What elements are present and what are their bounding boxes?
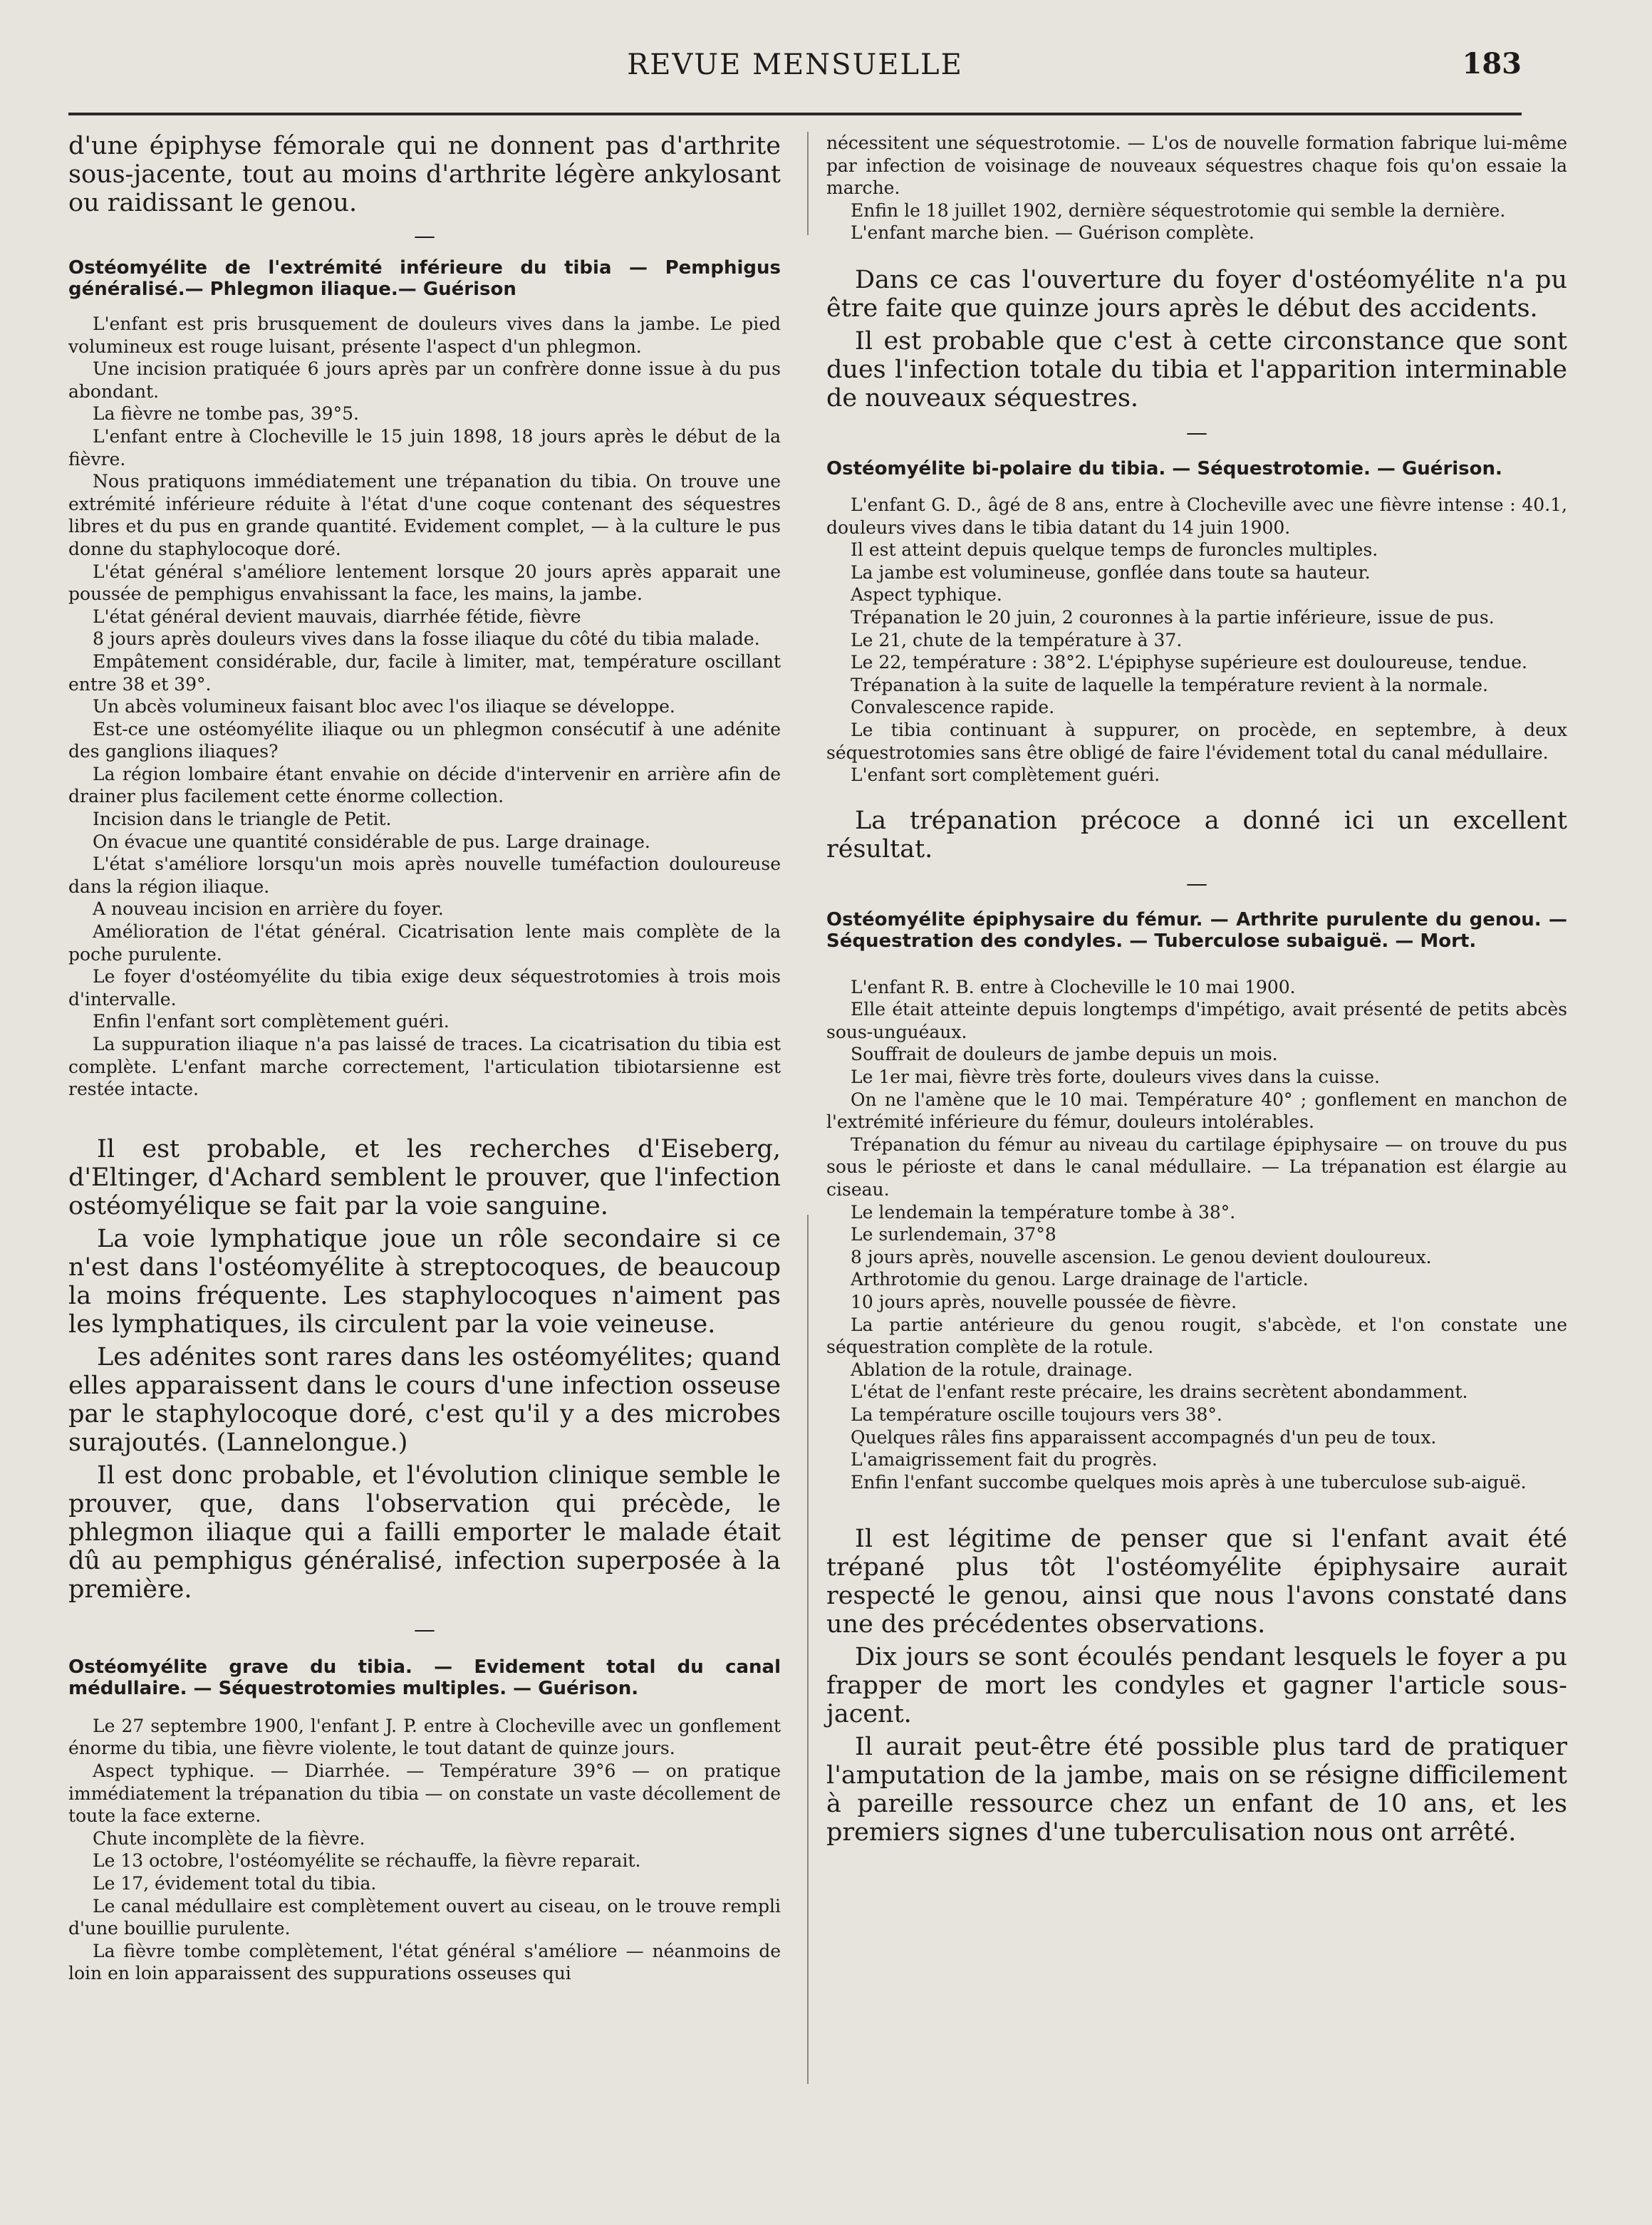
paragraph: Dix jours se sont écoulés pendant lesquels le foyer a pu frapper de mort les condyles et gagner l'article sous-jacent.	[826, 1643, 1567, 1729]
paragraph: Il est probable que c'est à cette circonstance que sont dues l'infection totale du tibia et l'apparition interminable de nouveaux séquestres.	[826, 326, 1567, 413]
commentary-2	[826, 266, 1567, 413]
case-line: Est-ce une ostéomyélite iliaque ou un phlegmon consécutif à une adénite des ganglions iliaques?	[68, 718, 781, 762]
case-report-4	[826, 976, 1567, 1494]
section-heading: Ostéomyélite épiphysaire du fémur. — Arthrite purulente du genou. — Séquestration des condyles. — Tuberculose subaiguë. — Mort.	[826, 908, 1567, 952]
case-line: L'enfant sort complètement guéri.	[851, 764, 1160, 786]
case-report-2-continued	[826, 132, 1567, 244]
case-line: Souffrait de douleurs de jambe depuis un mois.	[851, 1044, 1278, 1065]
paragraph: Les adénites sont rares dans les ostéomyélites; quand elles apparaissent dans le cours d'une infection osseuse par le staphylocoque doré, c'est qu'il y a des microbes surajoutés. (Lannelongue.)	[68, 1342, 781, 1457]
case-line: La jambe est volumineuse, gonflée dans toute sa hauteur.	[851, 561, 1371, 583]
case-line: 8 jours après douleurs vives dans la fosse iliaque du côté du tibia malade.	[93, 628, 760, 650]
case-line: Le 21, chute de la température à 37.	[851, 629, 1183, 650]
page-header	[68, 44, 1522, 94]
case-line: Amélioration de l'état général. Cicatrisation lente mais complète de la poche purulente.	[68, 921, 781, 965]
case-line: Le 17, évidement total du tibia.	[93, 1872, 377, 1894]
case-line: La région lombaire étant envahie on décide d'intervenir en arrière afin de drainer plus facilement cette énorme collection.	[68, 763, 781, 807]
case-line: Quelques râles fins apparaissent accompagnés d'un peu de toux.	[851, 1426, 1437, 1448]
case-line: Nous pratiquons immédiatement une trépanation du tibia. On trouve une extrémité inférieure réduite à l'état d'une coque contenant des séquestres libres et du pus en grande quantité. Evidement complet, — à la culture le pus donne du staphylocoque doré.	[68, 471, 781, 559]
case-line: Le 22, température : 38°2. L'épiphyse supérieure est douloureuse, tendue.	[851, 652, 1527, 673]
case-line: nécessitent une séquestrotomie. — L'os de nouvelle formation fabrique lui-même par infection de voisinage de nouveaux séquestres chaque fois qu'on essaie la marche.	[826, 133, 1567, 199]
case-line: Le lendemain la température tombe à 38°.	[851, 1201, 1236, 1223]
page-number: 183	[1462, 47, 1522, 81]
case-line: L'enfant est pris brusquement de douleurs vives dans la jambe. Le pied volumineux est rouge luisant, présente l'aspect d'un phlegmon.	[68, 313, 781, 357]
case-line: Incision dans le triangle de Petit.	[93, 809, 392, 830]
case-line: La température oscille toujours vers 38°.	[851, 1404, 1222, 1425]
case-line: Empâtement considérable, dur, facile à limiter, mat, température oscillant entre 38 et 39°.	[68, 650, 781, 695]
paragraph: Dans ce cas l'ouverture du foyer d'ostéomyélite n'a pu être faite que quinze jours après le début des accidents.	[826, 265, 1567, 323]
paragraph: La voie lymphatique joue un rôle secondaire si ce n'est dans l'ostéomyélite à streptocoques, de beaucoup la moins fréquente. Les staphylocoques n'aiment pas les lymphatiques, ils circulent par la voie veineuse.	[68, 1224, 781, 1339]
case-line: L'enfant R. B. entre à Clocheville le 10 mai 1900.	[851, 976, 1296, 997]
case-line: L'état s'améliore lorsqu'un mois après nouvelle tuméfaction douloureuse dans la région iliaque.	[68, 854, 781, 897]
paragraph: Il aurait peut-être été possible plus tard de pratiquer l'amputation de la jambe, mais on se résigne difficilement à pareille ressource chez un enfant de 10 ans, et les premiers signes d'une tuberculisation nous ont arrêté.	[826, 1733, 1567, 1847]
case-line: L'enfant marche bien. — Guérison complète.	[851, 222, 1254, 244]
section-heading: Ostéomyélite de l'extrémité inférieure du tibia — Pemphigus généralisé.— Phlegmon iliaque.— Guérison	[68, 257, 781, 300]
case-line: Ablation de la rotule, drainage.	[851, 1359, 1133, 1380]
running-title: REVUE MENSUELLE	[627, 48, 963, 81]
paragraph: Il est probable, et les recherches d'Eiseberg, d'Eltinger, d'Achard semblent le prouver, que l'infection ostéomyélique se fait par la voie sanguine.	[68, 1134, 781, 1220]
case-line: Le 27 septembre 1900, l'enfant J. P. entre à Clocheville avec un gonflement énorme du tibia, une fièvre violente, le tout datant de quinze jours.	[68, 1715, 781, 1759]
case-line: A nouveau incision en arrière du foyer.	[93, 898, 444, 920]
separator-dash: —	[1186, 871, 1207, 896]
case-line: Convalescence rapide.	[851, 697, 1055, 718]
case-line: Le surlendemain, 37°8	[851, 1224, 1056, 1245]
column-divider	[807, 132, 809, 235]
case-report-1	[68, 313, 781, 1101]
separator-dash: —	[414, 1617, 435, 1642]
case-line: La suppuration iliaque n'a pas laissé de traces. La cicatrisation du tibia est complète. L'enfant marche correctement, l'articulation tibiotarsienne est restée intacte.	[68, 1034, 781, 1100]
case-line: 10 jours après, nouvelle poussée de fièvre.	[851, 1292, 1237, 1312]
case-line: Trépanation le 20 juin, 2 couronnes à la partie inférieure, issue de pus.	[851, 606, 1495, 628]
case-line: Le tibia continuant à suppurer, on procède, en septembre, à deux séquestrotomies sans être obligé de faire l'évidement total du canal médullaire.	[826, 719, 1567, 763]
paragraph: Il est donc probable, et l'évolution clinique semble le prouver, que, dans l'observation qui précède, le phlegmon iliaque qui a failli emporter le malade était dû au pemphigus généralisé, infection superposée à la première.	[68, 1461, 781, 1604]
case-line: Une incision pratiquée 6 jours après par un confrère donne issue à du pus abondant.	[68, 358, 781, 402]
case-line: On ne l'amène que le 10 mai. Température 40° ; gonflement en manchon de l'extrémité inférieure du fémur, douleurs intolérables.	[826, 1089, 1567, 1133]
case-line: Aspect typhique.	[851, 584, 1002, 606]
case-line: Enfin l'enfant sort complètement guéri.	[93, 1011, 450, 1032]
case-line: Le 13 octobre, l'ostéomyélite se réchauffe, la fièvre reparait.	[93, 1850, 641, 1872]
case-line: L'état général devient mauvais, diarrhée fétide, fièvre	[93, 606, 581, 627]
case-line: Aspect typhique. — Diarrhée. — Température 39°6 — on pratique immédiatement la trépanation du tibia — on constate un vaste décollement de toute la face externe.	[68, 1760, 781, 1827]
column-divider	[807, 1215, 809, 2084]
section-heading: Ostéomyélite bi-polaire du tibia. — Séquestrotomie. — Guérison.	[826, 457, 1502, 479]
section-heading: Ostéomyélite grave du tibia. — Evidement total du canal médullaire. — Séquestrotomies multiples. — Guérison.	[68, 1656, 781, 1699]
paragraph: Il est légitime de penser que si l'enfant avait été trépané plus tôt l'ostéomyélite épiphysaire aurait respecté le genou, ainsi que nous l'avons constaté dans une des précédentes observations.	[826, 1525, 1567, 1639]
paragraph: La trépanation précoce a donné ici un excellent résultat.	[826, 806, 1567, 863]
case-line: Un abcès volumineux faisant bloc avec l'os iliaque se développe.	[93, 696, 675, 717]
case-line: L'enfant G. D., âgé de 8 ans, entre à Clocheville avec une fièvre intense : 40.1, douleurs vives dans le tibia datant du 14 juin 1900.	[826, 494, 1567, 538]
separator-dash: —	[1186, 420, 1207, 445]
case-line: Enfin l'enfant succombe quelques mois après à une tuberculose sub-aiguë.	[851, 1471, 1527, 1493]
case-line: Chute incomplète de la fièvre.	[93, 1827, 365, 1849]
separator-dash: —	[414, 224, 435, 249]
right-column	[826, 132, 1567, 1851]
case-line: Le canal médullaire est complètement ouvert au ciseau, on le trouve rempli d'une bouillie purulente.	[68, 1895, 781, 1939]
commentary-4	[826, 1525, 1567, 1847]
case-line: Trépanation du fémur au niveau du cartilage épiphysaire — on trouve du pus sous le périoste et dans le canal médullaire. — La trépanation est élargie au ciseau.	[826, 1134, 1567, 1200]
case-line: Arthrotomie du genou. Large drainage de l'article.	[851, 1269, 1309, 1290]
case-line: Enfin le 18 juillet 1902, dernière séquestrotomie qui semble la dernière.	[851, 199, 1506, 221]
case-report-2	[68, 1715, 781, 1985]
case-line: Le 1er mai, fièvre très forte, douleurs vives dans la cuisse.	[851, 1067, 1381, 1088]
case-line: La fièvre ne tombe pas, 39°5.	[93, 403, 359, 425]
case-report-3	[826, 494, 1567, 787]
case-line: L'état de l'enfant reste précaire, les drains secrètent abondamment.	[851, 1381, 1468, 1403]
case-line: L'amaigrissement fait du progrès.	[851, 1449, 1158, 1471]
case-line: Le foyer d'ostéomyélite du tibia exige deux séquestrotomies à trois mois d'intervalle.	[68, 966, 781, 1010]
case-line: Elle était atteinte depuis longtemps d'impétigo, avait présenté de petits abcès sous-unguéaux.	[826, 999, 1567, 1042]
left-column	[68, 132, 781, 1985]
case-line: Trépanation à la suite de laquelle la température revient à la normale.	[851, 674, 1488, 695]
case-line: La partie antérieure du genou rougit, s'abcède, et l'on constate une séquestration complète de la rotule.	[826, 1314, 1567, 1358]
case-line: Il est atteint depuis quelque temps de furoncles multiples.	[851, 539, 1378, 561]
commentary-1	[68, 1135, 781, 1604]
case-line: On évacue une quantité considérable de pus. Large drainage.	[93, 831, 650, 852]
case-line: L'état général s'améliore lentement lorsque 20 jours après apparait une poussée de pemphigus envahissant la face, les mains, la jambe.	[68, 561, 781, 605]
case-line: L'enfant entre à Clocheville le 15 juin 1898, 18 jours après le début de la fièvre.	[68, 425, 781, 470]
case-line: 8 jours après, nouvelle ascension. Le genou devient douloureux.	[851, 1246, 1432, 1267]
case-line: La fièvre tombe complètement, l'état général s'améliore — néanmoins de loin en loin apparaissent des suppurations osseuses qui	[68, 1940, 781, 1984]
header-rule	[68, 113, 1522, 115]
paragraph: d'une épiphyse fémorale qui ne donnent pas d'arthrite sous-jacente, tout au moins d'arthrite légère ankylosant ou raidissant le genou.	[68, 132, 781, 217]
